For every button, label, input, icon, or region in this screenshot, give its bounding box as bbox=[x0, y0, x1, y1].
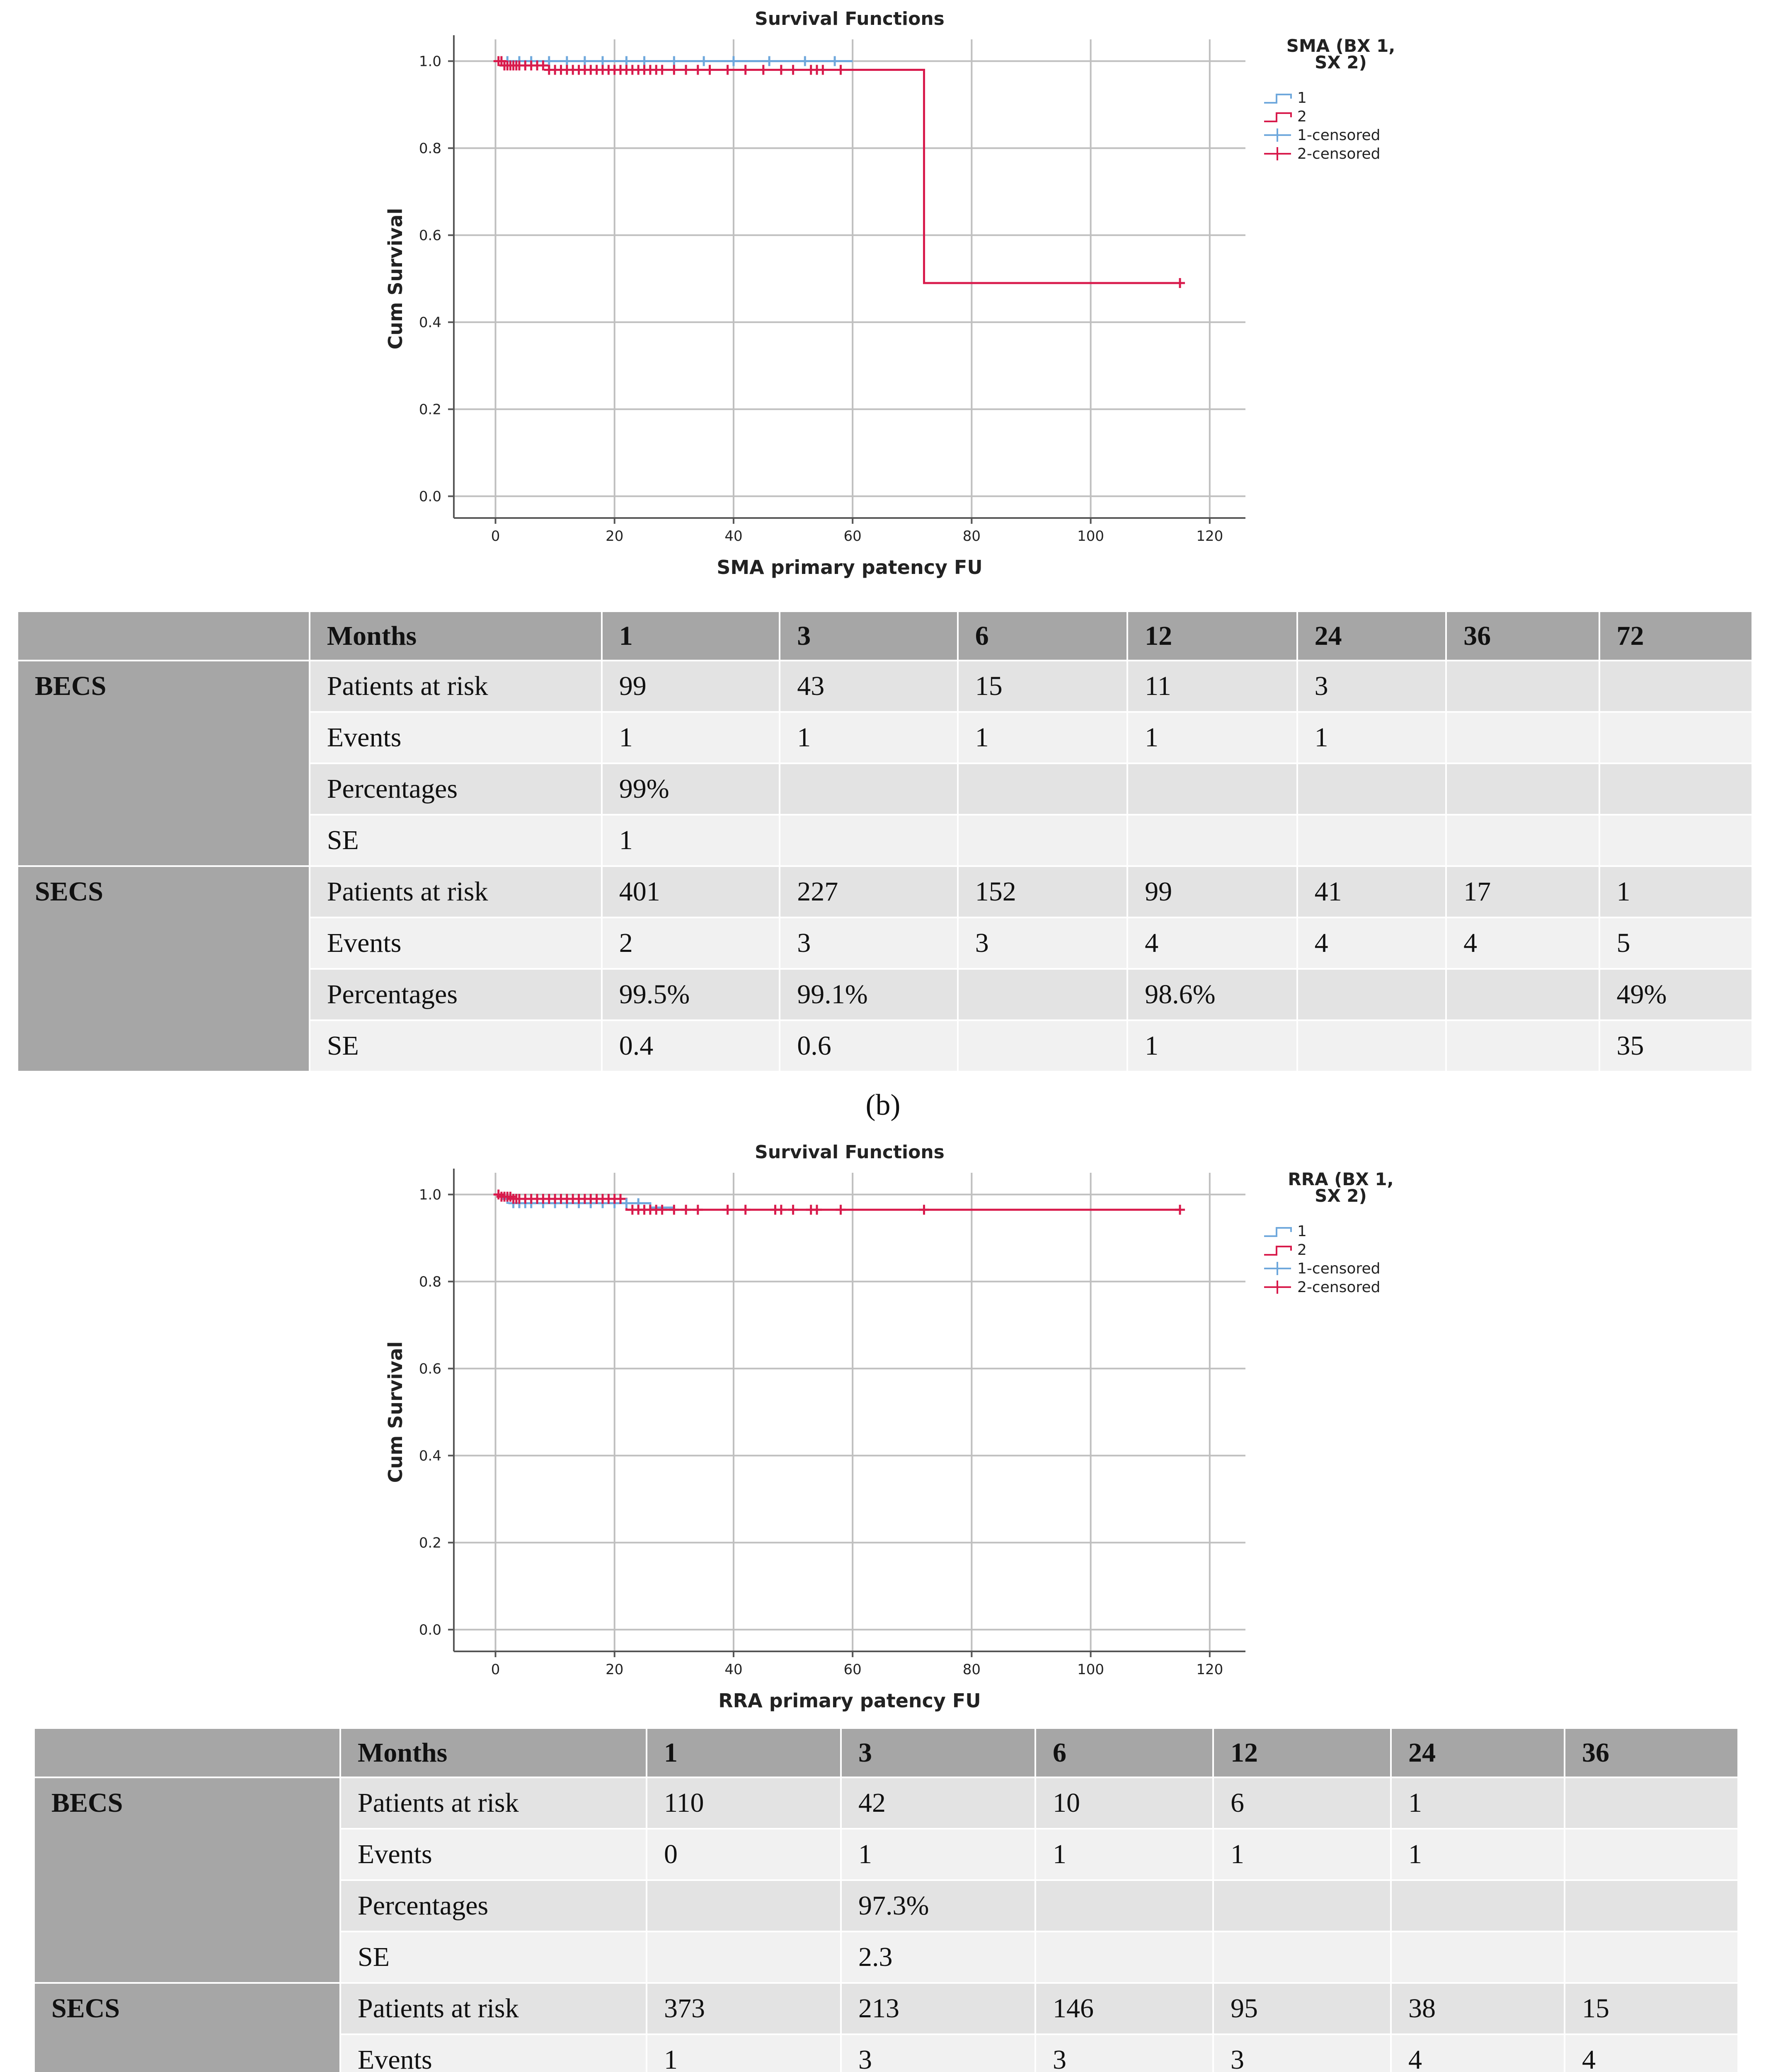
table-cell: 15 bbox=[959, 661, 1126, 711]
x-tick-label: 120 bbox=[1196, 1661, 1223, 1678]
table-cell: 95 bbox=[1214, 1984, 1390, 2033]
table-cell: 1 bbox=[1298, 713, 1445, 762]
censor-mark-2 bbox=[669, 1205, 679, 1215]
x-tick-label: 0 bbox=[491, 528, 500, 545]
censor-mark-2 bbox=[693, 1205, 703, 1215]
table-cell: 3 bbox=[842, 2035, 1034, 2072]
censor-mark-2 bbox=[1175, 278, 1185, 288]
table-cell bbox=[1128, 816, 1296, 865]
table-cell: 41 bbox=[1298, 867, 1445, 917]
chart-title: Survival Functions bbox=[755, 8, 945, 29]
table-header-cell: 1 bbox=[647, 1729, 840, 1777]
group-label: SECS bbox=[18, 867, 309, 1071]
censor-mark-1 bbox=[800, 56, 810, 66]
table-cell: 227 bbox=[780, 867, 957, 917]
legend-label: 2-censored bbox=[1297, 145, 1381, 162]
table-cell: 1 bbox=[1392, 1778, 1564, 1828]
y-tick-label: 0.0 bbox=[419, 488, 441, 505]
table-cell: 6 bbox=[1214, 1778, 1390, 1828]
censor-mark-2 bbox=[657, 1205, 667, 1215]
risk-table-rra bbox=[33, 1727, 1739, 2072]
table-cell bbox=[647, 1932, 840, 1982]
table-cell: 99% bbox=[603, 764, 779, 814]
censor-mark-2 bbox=[788, 65, 798, 75]
censor-mark-2 bbox=[657, 65, 667, 75]
table-cell bbox=[959, 970, 1126, 1019]
x-tick-label: 100 bbox=[1077, 1661, 1105, 1678]
table-header-cell: 36 bbox=[1565, 1729, 1737, 1777]
censor-mark-1 bbox=[729, 56, 739, 66]
table-cell: 4 bbox=[1447, 918, 1598, 968]
table-cell bbox=[1447, 661, 1598, 711]
legend-title-line2: SX 2) bbox=[1315, 52, 1367, 73]
censor-mark-2 bbox=[836, 1205, 845, 1215]
table-cell: 1 bbox=[1392, 1830, 1564, 1879]
table-row bbox=[18, 867, 1751, 917]
table-cell: 5 bbox=[1600, 918, 1751, 968]
censor-mark-1 bbox=[764, 56, 774, 66]
table-cell: 38 bbox=[1392, 1984, 1564, 2033]
censor-mark-2 bbox=[758, 65, 768, 75]
row-label: Events bbox=[341, 1830, 646, 1879]
table-cell bbox=[1447, 816, 1598, 865]
table-row bbox=[35, 1984, 1737, 2033]
table-cell: 1 bbox=[959, 713, 1126, 762]
table-cell: 0.4 bbox=[603, 1021, 779, 1071]
table-cell bbox=[1565, 1830, 1737, 1879]
table-header-cell: 6 bbox=[1036, 1729, 1212, 1777]
table-cell: 3 bbox=[959, 918, 1126, 968]
legend-label: 2 bbox=[1297, 108, 1307, 125]
table-cell: 99.1% bbox=[780, 970, 957, 1019]
y-tick-label: 1.0 bbox=[419, 53, 441, 70]
legend-item bbox=[1264, 1279, 1380, 1296]
table-cell bbox=[1447, 713, 1598, 762]
table-cell: 10 bbox=[1036, 1778, 1212, 1828]
row-label: Percentages bbox=[310, 970, 601, 1019]
table-cell: 49% bbox=[1600, 970, 1751, 1019]
table-cell: 1 bbox=[1128, 1021, 1296, 1071]
x-tick-label: 40 bbox=[724, 1661, 743, 1678]
table-cell: 1 bbox=[780, 713, 957, 762]
survival-chart-rra bbox=[365, 1133, 1401, 1728]
table-cell bbox=[959, 816, 1126, 865]
table-cell bbox=[1565, 1932, 1737, 1982]
legend-item bbox=[1264, 1242, 1307, 1259]
table-cell: 43 bbox=[780, 661, 957, 711]
table-cell: 213 bbox=[842, 1984, 1034, 2033]
table-header-cell: 1 bbox=[603, 612, 779, 660]
legend-item bbox=[1264, 145, 1380, 162]
table-cell: 2.3 bbox=[842, 1932, 1034, 1982]
row-label: SE bbox=[310, 816, 601, 865]
table-cell: 99 bbox=[603, 661, 779, 711]
censor-mark-1 bbox=[669, 56, 679, 66]
legend-title-line1: SMA (BX 1, bbox=[1286, 36, 1395, 56]
table-header-cell: 3 bbox=[780, 612, 957, 660]
table-cell bbox=[1214, 1932, 1390, 1982]
y-tick-label: 0.8 bbox=[419, 1273, 441, 1290]
legend-label: 1-censored bbox=[1297, 1260, 1381, 1277]
censor-mark-2 bbox=[919, 1205, 929, 1215]
y-tick-label: 0.2 bbox=[419, 401, 441, 418]
row-label: SE bbox=[341, 1932, 646, 1982]
table-cell: 97.3% bbox=[842, 1881, 1034, 1931]
table-cell: 17 bbox=[1447, 867, 1598, 917]
table-header-cell bbox=[18, 612, 309, 660]
table-header-cell: 24 bbox=[1392, 1729, 1564, 1777]
legend-label: 1-censored bbox=[1297, 127, 1381, 144]
table-cell bbox=[1447, 1021, 1598, 1071]
y-tick-label: 0.2 bbox=[419, 1535, 441, 1552]
table-cell bbox=[1128, 764, 1296, 814]
table-cell: 1 bbox=[1600, 867, 1751, 917]
table-cell: 98.6% bbox=[1128, 970, 1296, 1019]
chart-svg bbox=[365, 0, 1401, 593]
y-tick-label: 0.8 bbox=[419, 140, 441, 157]
censor-mark-2 bbox=[723, 65, 733, 75]
table-cell: 15 bbox=[1565, 1984, 1737, 2033]
censor-mark-1 bbox=[830, 56, 840, 66]
legend-item bbox=[1264, 1260, 1380, 1277]
censor-mark-2 bbox=[1175, 1205, 1185, 1215]
table-header-cell: 12 bbox=[1214, 1729, 1390, 1777]
row-label: Percentages bbox=[310, 764, 601, 814]
x-tick-label: 20 bbox=[606, 528, 624, 545]
legend-label: 1 bbox=[1297, 1223, 1307, 1240]
table-header-cell: 3 bbox=[842, 1729, 1034, 1777]
group-label: BECS bbox=[35, 1778, 339, 1982]
x-axis-label: SMA primary patency FU bbox=[717, 556, 983, 579]
x-tick-label: 40 bbox=[724, 528, 743, 545]
y-tick-label: 0.6 bbox=[419, 227, 441, 244]
row-label: Patients at risk bbox=[310, 661, 601, 711]
table-cell: 0.6 bbox=[780, 1021, 957, 1071]
legend-label: 2 bbox=[1297, 1242, 1307, 1259]
chart-title: Survival Functions bbox=[755, 1142, 945, 1163]
legend-swatch bbox=[1264, 113, 1291, 121]
table-cell bbox=[1298, 764, 1445, 814]
legend-title-line1: RRA (BX 1, bbox=[1288, 1169, 1394, 1189]
group-label: BECS bbox=[18, 661, 309, 865]
legend-swatch bbox=[1264, 94, 1291, 103]
row-label: Patients at risk bbox=[341, 1984, 646, 2033]
table-cell bbox=[1565, 1778, 1737, 1828]
table-cell bbox=[1600, 713, 1751, 762]
table-cell: 1 bbox=[1214, 1830, 1390, 1879]
x-axis-label: RRA primary patency FU bbox=[718, 1690, 981, 1712]
legend-swatch bbox=[1264, 1247, 1291, 1255]
x-tick-label: 100 bbox=[1077, 528, 1105, 545]
y-tick-label: 0.0 bbox=[419, 1622, 441, 1639]
table-cell: 99.5% bbox=[603, 970, 779, 1019]
censor-mark-1 bbox=[621, 56, 631, 66]
legend-swatch bbox=[1264, 1228, 1291, 1236]
y-axis-label: Cum Survival bbox=[384, 1341, 407, 1483]
censor-mark-2 bbox=[812, 1205, 822, 1215]
censor-mark-2 bbox=[788, 1205, 798, 1215]
legend-item bbox=[1264, 108, 1307, 125]
censor-mark-2 bbox=[836, 65, 845, 75]
table-cell bbox=[1392, 1881, 1564, 1931]
table-row bbox=[18, 661, 1751, 711]
table-header-cell bbox=[35, 1729, 339, 1777]
table-cell bbox=[1298, 970, 1445, 1019]
table-cell: 1 bbox=[842, 1830, 1034, 1879]
censor-mark-2 bbox=[705, 65, 715, 75]
table-header-cell: 24 bbox=[1298, 612, 1445, 660]
table-header-cell: Months bbox=[341, 1729, 646, 1777]
censor-mark-1 bbox=[699, 56, 709, 66]
panel-caption-b: (b) bbox=[865, 1088, 901, 1121]
x-tick-label: 120 bbox=[1196, 528, 1223, 545]
table-cell bbox=[1447, 970, 1598, 1019]
table-header-cell: 36 bbox=[1447, 612, 1598, 660]
legend-title bbox=[1286, 36, 1395, 73]
censor-mark-2 bbox=[741, 65, 751, 75]
table-cell: 4 bbox=[1298, 918, 1445, 968]
legend-item bbox=[1264, 1223, 1307, 1240]
row-label: Percentages bbox=[341, 1881, 646, 1931]
censor-mark-1 bbox=[580, 56, 590, 66]
series-line-2 bbox=[496, 61, 1180, 283]
row-label: Events bbox=[341, 2035, 646, 2072]
table-row bbox=[35, 1778, 1737, 1828]
legend-label: 1 bbox=[1297, 90, 1307, 107]
table-header-cell: 72 bbox=[1600, 612, 1751, 660]
table-cell bbox=[1036, 1881, 1212, 1931]
table-cell: 1 bbox=[647, 2035, 840, 2072]
legend-title-line2: SX 2) bbox=[1315, 1186, 1367, 1206]
row-label: Events bbox=[310, 713, 601, 762]
risk-table-sma bbox=[17, 610, 1753, 1072]
censor-mark-2 bbox=[818, 65, 828, 75]
censor-mark-2 bbox=[723, 1205, 733, 1215]
censor-mark-2 bbox=[669, 65, 679, 75]
table-cell bbox=[780, 764, 957, 814]
x-tick-label: 20 bbox=[606, 1661, 624, 1678]
table-header-cell: Months bbox=[310, 612, 601, 660]
y-axis-label: Cum Survival bbox=[384, 208, 407, 350]
table-cell: 373 bbox=[647, 1984, 840, 2033]
table-cell: 146 bbox=[1036, 1984, 1212, 2033]
table-cell bbox=[1298, 816, 1445, 865]
censor-mark-2 bbox=[681, 1205, 691, 1215]
table-cell: 1 bbox=[603, 816, 779, 865]
table-cell: 35 bbox=[1600, 1021, 1751, 1071]
row-label: Events bbox=[310, 918, 601, 968]
table-cell bbox=[1447, 764, 1598, 814]
censor-mark-1 bbox=[640, 56, 649, 66]
table-header-row bbox=[18, 612, 1751, 660]
table-cell: 110 bbox=[647, 1778, 840, 1828]
table-cell: 1 bbox=[1036, 1830, 1212, 1879]
censor-mark-1 bbox=[598, 56, 608, 66]
censor-mark-2 bbox=[681, 65, 691, 75]
table-cell: 11 bbox=[1128, 661, 1296, 711]
row-label: SE bbox=[310, 1021, 601, 1071]
table-cell bbox=[780, 816, 957, 865]
table-cell bbox=[1036, 1932, 1212, 1982]
table-cell: 4 bbox=[1128, 918, 1296, 968]
table-cell bbox=[1298, 1021, 1445, 1071]
chart-svg bbox=[365, 1133, 1401, 1726]
table-cell: 0 bbox=[647, 1830, 840, 1879]
table-cell bbox=[1600, 661, 1751, 711]
table-header-cell: 12 bbox=[1128, 612, 1296, 660]
table-cell: 99 bbox=[1128, 867, 1296, 917]
legend-item bbox=[1264, 90, 1307, 107]
row-label: Patients at risk bbox=[341, 1778, 646, 1828]
table-cell bbox=[1565, 1881, 1737, 1931]
table-header-row bbox=[35, 1729, 1737, 1777]
group-label: SECS bbox=[35, 1984, 339, 2072]
survival-chart-sma bbox=[365, 0, 1401, 595]
table-cell: 3 bbox=[1036, 2035, 1212, 2072]
censor-mark-1 bbox=[562, 56, 572, 66]
table-cell bbox=[1392, 1932, 1564, 1982]
table-cell: 401 bbox=[603, 867, 779, 917]
table-cell: 3 bbox=[1298, 661, 1445, 711]
x-tick-label: 60 bbox=[843, 1661, 862, 1678]
table-cell: 1 bbox=[603, 713, 779, 762]
table-cell: 152 bbox=[959, 867, 1126, 917]
x-tick-label: 60 bbox=[843, 528, 862, 545]
x-tick-label: 80 bbox=[962, 1661, 981, 1678]
table-cell: 2 bbox=[603, 918, 779, 968]
table-cell: 3 bbox=[780, 918, 957, 968]
table-cell: 1 bbox=[1128, 713, 1296, 762]
table-cell: 4 bbox=[1565, 2035, 1737, 2072]
y-tick-label: 0.6 bbox=[419, 1360, 441, 1377]
table-header-cell: 6 bbox=[959, 612, 1126, 660]
table-cell: 42 bbox=[842, 1778, 1034, 1828]
censor-mark-2 bbox=[776, 1205, 786, 1215]
y-tick-label: 0.4 bbox=[419, 1447, 441, 1464]
table-cell bbox=[647, 1881, 840, 1931]
y-tick-label: 0.4 bbox=[419, 314, 441, 331]
legend-title bbox=[1288, 1169, 1393, 1206]
censor-mark-2 bbox=[776, 65, 786, 75]
table-cell: 4 bbox=[1392, 2035, 1564, 2072]
series-line-2 bbox=[496, 1195, 1180, 1210]
x-tick-label: 80 bbox=[962, 528, 981, 545]
table-cell bbox=[959, 764, 1126, 814]
table-cell bbox=[1600, 816, 1751, 865]
x-tick-label: 0 bbox=[491, 1661, 500, 1678]
table-cell bbox=[1214, 1881, 1390, 1931]
censor-mark-2 bbox=[693, 65, 703, 75]
legend-item bbox=[1264, 127, 1380, 144]
legend-label: 2-censored bbox=[1297, 1279, 1381, 1296]
censor-mark-2 bbox=[741, 1205, 751, 1215]
table-cell bbox=[959, 1021, 1126, 1071]
table-cell bbox=[1600, 764, 1751, 814]
table-cell: 3 bbox=[1214, 2035, 1390, 2072]
y-tick-label: 1.0 bbox=[419, 1186, 441, 1203]
row-label: Patients at risk bbox=[310, 867, 601, 917]
